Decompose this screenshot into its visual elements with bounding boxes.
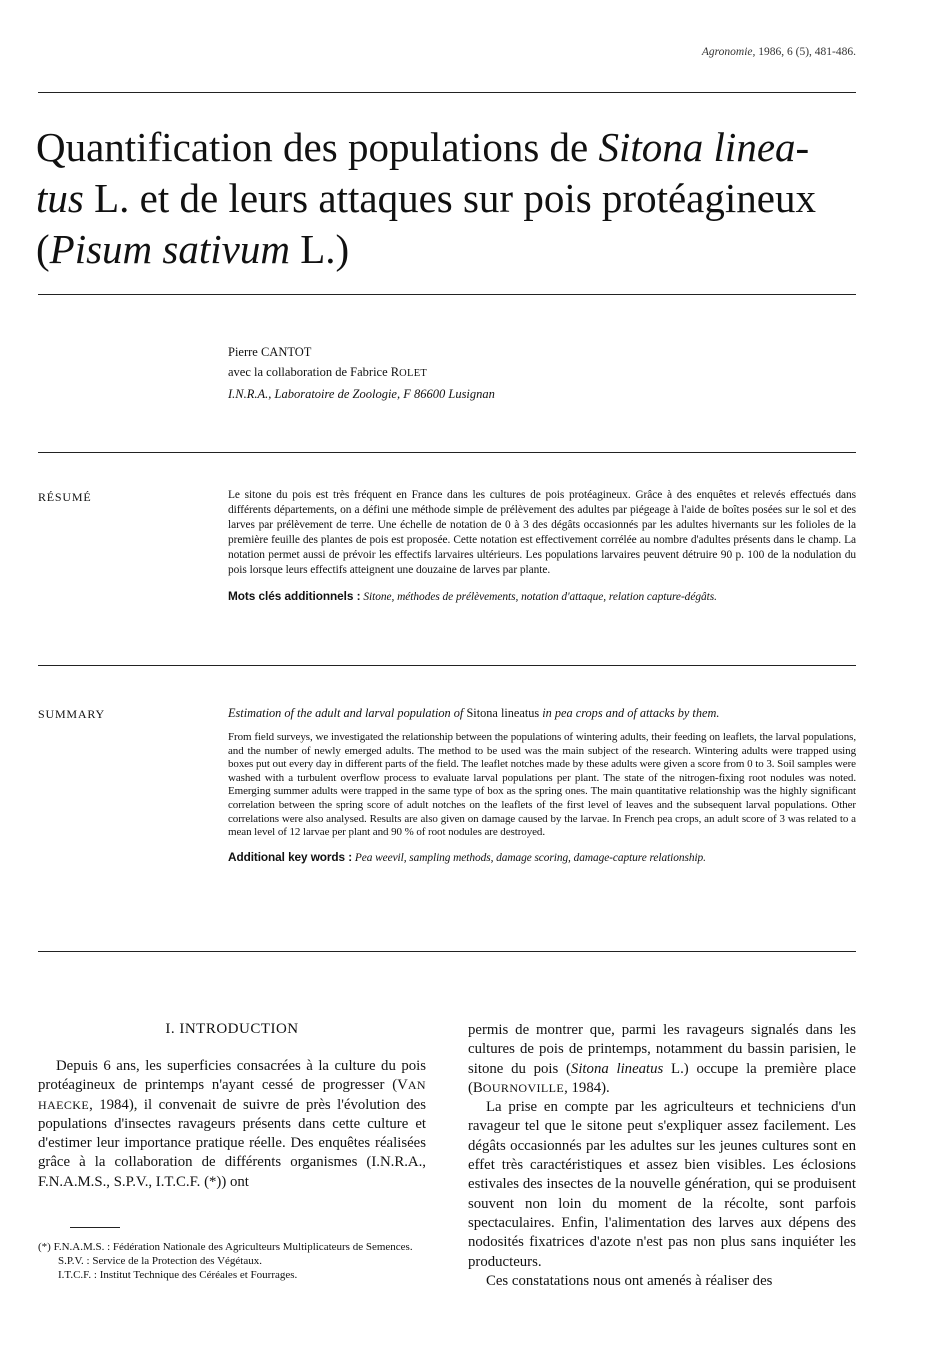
- divider-authors: [38, 452, 856, 453]
- intro-p2-text-c: , 1984).: [564, 1079, 610, 1096]
- title-species-2: tus: [36, 175, 84, 221]
- title-paren: (: [36, 226, 50, 272]
- intro-paragraph-4: Ces constatations nous ont amenés à réaliser des: [486, 1272, 773, 1289]
- title-species-1: Sitona linea-: [598, 124, 810, 170]
- summary-label: SUMMARY: [38, 707, 105, 721]
- intro-p1-text-b: , 1984), il convenait de suivre de près l'évolution des populations d'insectes ravageurs présents dans cette culture et d'estimer leur importance pratique réelle. Des enquêtes réalisées grâce à la collaboration de différents organismes (I.N.R.A., F.N.A.M.S., S.P.V., I.T.C.F. (*)) ont: [38, 1096, 426, 1190]
- intro-p2-citation: OURNOVILLE: [482, 1080, 565, 1095]
- resume-keywords-text: Sitone, méthodes de prélèvements, notation d'attaque, relation capture-dégâts.: [363, 590, 717, 603]
- section-heading-introduction: I. INTRODUCTION: [165, 1021, 299, 1037]
- footnote-rule: [70, 1227, 120, 1228]
- intro-paragraph-3: La prise en compte par les agriculteurs et techniciens d'un ravageur tel que le sitone peut s'expliquer assez facilement. Les dégâts occasionnés par les adultes sur les jeunes cultures sont en effet très caractéristiques et assez bien visibles. Les éclosions estivales des insectes de la nouvelle génération, qui se produisent souvent non loin du moment de la récolte, sont parfois spectaculaires. Enfin, l'alimentation des larves aux dépens des nodosités fixatrices d'azote n'est pas non plus sans inquiéter les producteurs.: [468, 1099, 856, 1270]
- affiliation: I.N.R.A., Laboratoire de Zoologie, F 86600 Lusignan: [228, 387, 495, 401]
- author-name: Pierre CANTOT: [228, 345, 312, 359]
- collaboration-text: avec la collaboration de Fabrice R: [228, 365, 400, 379]
- summary-title-species: Sitona lineatus: [466, 706, 540, 720]
- intro-column-left: [38, 1057, 426, 1192]
- journal-citation: [702, 46, 856, 58]
- intro-p2-species: Sitona lineatus: [570, 1060, 664, 1077]
- summary-title-b: in pea crops and of attacks by them.: [542, 706, 720, 720]
- summary-abstract: [228, 731, 856, 865]
- summary-title: [228, 706, 856, 721]
- summary-keywords: [228, 851, 856, 866]
- intro-p1-citation: AN HAECKE: [38, 1078, 426, 1112]
- journal-name: Agronomie,: [701, 46, 756, 58]
- collaborator-name: OLET: [399, 368, 428, 379]
- footnote-1: (*) F.N.A.M.S. : Fédération Nationale des Agriculteurs Multiplicateurs de Semences.: [38, 1241, 413, 1253]
- resume-text: Le sitone du pois est très fréquent en France dans les cultures de pois protéagineux. Grâce à des enquêtes et relevés effectués dans différents départements, on a défini une méthode simple de prélèvement des adultes par piégeage à l'aide de boîtes posées sur le sol et des larves par prélèvement de terre. Une échelle de notation de 0 à 3 des dégâts occasionnés par les adultes hivernants sur les folioles de la première feuille des plantes de pois est proposée. Cette notation est effectivement corrélée au nombre d'adultes présents dans le champ. La notation permet aussi de prévoir les effectifs larvaires ultérieurs. Les populations larvaires peuvent détruire 90 p. 100 de la nodulation du pois lorsque leurs effectifs atteignent une douzaine de larves par plante.: [228, 489, 856, 577]
- summary-title-a: Estimation of the adult and larval population of: [228, 706, 464, 720]
- collaboration-line: [228, 362, 828, 384]
- divider-resume: [38, 665, 856, 666]
- intro-column-right: [468, 1021, 856, 1291]
- title-text-3: L.): [289, 226, 350, 272]
- article-title: [36, 122, 866, 275]
- divider-title: [38, 294, 856, 295]
- author-block: [228, 342, 828, 404]
- footnote-3: I.T.C.F. : Institut Technique des Céréales et Fourrages.: [58, 1269, 298, 1282]
- divider-top: [38, 92, 856, 93]
- footnote-2: S.P.V. : Service de la Protection des Végétaux.: [58, 1255, 262, 1268]
- summary-keywords-text: Pea weevil, sampling methods, damage scoring, damage-capture relationship.: [354, 851, 706, 864]
- resume-keywords-label: Mots clés additionnels :: [228, 588, 361, 603]
- title-species-3: Pisum sativum: [49, 226, 290, 272]
- intro-paragraph-1: [38, 1057, 426, 1192]
- title-text-2: L. et de leurs attaques sur pois protéagineux: [83, 175, 816, 221]
- summary-keywords-label: Additional key words :: [228, 849, 353, 864]
- resume-abstract: [228, 488, 856, 605]
- intro-p2-text-b: L.) occupe la première place (B: [468, 1060, 856, 1096]
- resume-label: RÉSUMÉ: [38, 490, 92, 504]
- journal-details: 1986, 6 (5), 481-486.: [758, 46, 856, 58]
- footnotes: [38, 1240, 433, 1283]
- summary-text: From field surveys, we investigated the relationship between the populations of wintering adults, their feeding on leaflets, the larval populations, and the number of newly emerged adults. The method to be used was the main subject of the research. Wintering adults were trapped using boxes put out every day in different parts of the field. The leaflet notches made by these adults were given a score from 0 to 3. Soil samples were washed with a turbulent overflow process to evaluate larval populations per plant. The state of the nitrogen-fixing root nodules was noted. Emerging summer adults were trapped in the same type of box as the spring ones. The main quantitative relationship was the highly significant correlation between the spring score of adult notches on the leaflets of the first level of leaves and the subsequent larval populations. Other correlations were also analysed. Results are also given on damage caused by the larvae. In French pea crops, an adult score of 3 was related to a mean level of 12 larvae per plant and 90 % of root nodules are destroyed.: [228, 731, 856, 839]
- divider-summary: [38, 951, 856, 952]
- resume-keywords: [228, 589, 856, 605]
- intro-p1-text-a: Depuis 6 ans, les superficies consacrées à la culture du pois protéagineux de printemps n'ayant cessé de progresser (V: [38, 1058, 426, 1094]
- title-text-1: Quantification des populations de: [36, 124, 599, 170]
- intro-p2-text-a: permis de montrer que, parmi les ravageurs signalés dans les cultures de pois de printemps, notamment du bassin parisien, le sitone du pois (: [468, 1022, 856, 1077]
- intro-paragraph-2: [468, 1021, 856, 1098]
